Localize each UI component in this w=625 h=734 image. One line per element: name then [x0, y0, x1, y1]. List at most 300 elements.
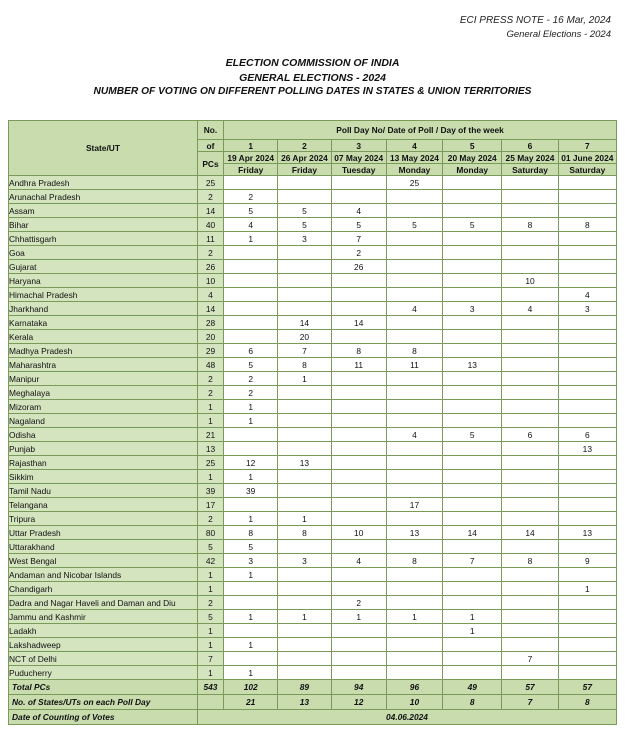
- total-phase-3: 94: [331, 680, 386, 695]
- pcs-count: 11: [197, 232, 223, 246]
- state-name: Mizoram: [9, 400, 198, 414]
- state-name: Madhya Pradesh: [9, 344, 198, 358]
- phase-3-seats: 26: [331, 260, 386, 274]
- counting-date: 04.06.2024: [197, 710, 616, 725]
- phase-7-seats: [558, 372, 616, 386]
- phase-6-seats: 10: [502, 274, 558, 288]
- pcs-count: 2: [197, 372, 223, 386]
- phase-5-seats: [443, 638, 502, 652]
- phase-7-seats: 8: [558, 218, 616, 232]
- counting-date-row: [9, 710, 617, 725]
- phase-3-seats: 5: [331, 218, 386, 232]
- phase-1-seats: [224, 176, 278, 190]
- table-row: [9, 526, 617, 540]
- state-name: Haryana: [9, 274, 198, 288]
- phase-5-seats: [443, 498, 502, 512]
- phase-2-seats: [278, 596, 331, 610]
- phase-6-seats: [502, 596, 558, 610]
- phase-1-number: 1: [224, 140, 278, 152]
- phase-5-date: 20 May 2024: [443, 152, 502, 164]
- pcs-count: 1: [197, 568, 223, 582]
- table-row: [9, 344, 617, 358]
- phase-4-seats: [386, 386, 442, 400]
- state-name: Karnataka: [9, 316, 198, 330]
- phase-5-seats: [443, 666, 502, 680]
- phase-3-seats: [331, 330, 386, 344]
- phase-2-date: 26 Apr 2024: [278, 152, 331, 164]
- pcs-count: 25: [197, 456, 223, 470]
- phase-5-seats: [443, 344, 502, 358]
- phase-6-seats: [502, 442, 558, 456]
- table-row: [9, 582, 617, 596]
- state-name: Maharashtra: [9, 358, 198, 372]
- phase-6-seats: [502, 316, 558, 330]
- state-name: Assam: [9, 204, 198, 218]
- phase-4-seats: [386, 582, 442, 596]
- phase-4-seats: [386, 638, 442, 652]
- table-row: [9, 330, 617, 344]
- states-phase-4: 10: [386, 695, 442, 710]
- phase-4-seats: [386, 288, 442, 302]
- header-poll-group: Poll Day No/ Date of Poll / Day of the week: [224, 121, 617, 140]
- phase-5-seats: [443, 288, 502, 302]
- phase-5-seats: [443, 568, 502, 582]
- phase-7-seats: [558, 666, 616, 680]
- table-row: [9, 176, 617, 190]
- phase-7-seats: [558, 344, 616, 358]
- pcs-count: 2: [197, 246, 223, 260]
- phase-2-seats: 3: [278, 554, 331, 568]
- phase-2-seats: 8: [278, 358, 331, 372]
- phase-1-seats: 2: [224, 190, 278, 204]
- phase-6-seats: [502, 666, 558, 680]
- pcs-count: 25: [197, 176, 223, 190]
- phase-5-seats: 14: [443, 526, 502, 540]
- phase-7-seats: 4: [558, 288, 616, 302]
- phase-6-seats: 6: [502, 428, 558, 442]
- pcs-count: 28: [197, 316, 223, 330]
- phase-4-seats: [386, 540, 442, 554]
- phase-4-seats: [386, 400, 442, 414]
- phase-1-seats: 12: [224, 456, 278, 470]
- total-pcs-value: 543: [197, 680, 223, 695]
- phase-7-seats: [558, 232, 616, 246]
- phase-1-seats: 1: [224, 512, 278, 526]
- phase-7-seats: [558, 456, 616, 470]
- table-row: [9, 610, 617, 624]
- phase-6-seats: [502, 414, 558, 428]
- phase-7-seats: [558, 470, 616, 484]
- phase-1-seats: 2: [224, 372, 278, 386]
- phase-3-seats: 8: [331, 344, 386, 358]
- phase-2-seats: [278, 498, 331, 512]
- phase-2-seats: [278, 260, 331, 274]
- pcs-count: 17: [197, 498, 223, 512]
- table-row: [9, 386, 617, 400]
- total-phase-5: 49: [443, 680, 502, 695]
- phase-6-seats: [502, 176, 558, 190]
- phase-1-seats: 39: [224, 484, 278, 498]
- phase-7-seats: [558, 596, 616, 610]
- phase-1-seats: [224, 428, 278, 442]
- phase-7-seats: [558, 316, 616, 330]
- pcs-count: 14: [197, 204, 223, 218]
- phase-7-seats: [558, 330, 616, 344]
- phase-3-seats: 1: [331, 610, 386, 624]
- states-count-label: No. of States/UTs on each Poll Day: [9, 695, 198, 710]
- phase-2-seats: 20: [278, 330, 331, 344]
- phase-4-date: 13 May 2024: [386, 152, 442, 164]
- pcs-count: 14: [197, 302, 223, 316]
- pcs-count: 5: [197, 540, 223, 554]
- phase-3-seats: [331, 666, 386, 680]
- phase-3-seats: [331, 442, 386, 456]
- phase-5-seats: [443, 470, 502, 484]
- state-name: Manipur: [9, 372, 198, 386]
- phase-1-seats: [224, 330, 278, 344]
- press-note-date: ECI PRESS NOTE - 16 Mar, 2024: [459, 15, 611, 26]
- phase-7-seats: [558, 386, 616, 400]
- pcs-count: 13: [197, 442, 223, 456]
- pcs-count: 2: [197, 386, 223, 400]
- state-name: Tamil Nadu: [9, 484, 198, 498]
- phase-2-seats: [278, 190, 331, 204]
- pcs-count: 42: [197, 554, 223, 568]
- phase-4-seats: 4: [386, 428, 442, 442]
- header-pcs-no: No.: [197, 121, 223, 140]
- phase-2-seats: [278, 386, 331, 400]
- phase-5-seats: 5: [443, 218, 502, 232]
- pcs-count: 40: [197, 218, 223, 232]
- phase-7-seats: [558, 414, 616, 428]
- table-row: [9, 218, 617, 232]
- phase-2-seats: [278, 470, 331, 484]
- phase-1-seats: 2: [224, 386, 278, 400]
- phase-7-seats: [558, 204, 616, 218]
- pcs-count: 29: [197, 344, 223, 358]
- phase-6-seats: [502, 190, 558, 204]
- phase-2-number: 2: [278, 140, 331, 152]
- state-name: Rajasthan: [9, 456, 198, 470]
- press-note-subtitle: General Elections - 2024: [506, 29, 611, 40]
- table-row: [9, 316, 617, 330]
- table-row: [9, 484, 617, 498]
- phase-6-seats: [502, 386, 558, 400]
- table-row: [9, 288, 617, 302]
- phase-4-seats: [386, 484, 442, 498]
- pcs-count: 20: [197, 330, 223, 344]
- phase-4-seats: [386, 652, 442, 666]
- phase-4-seats: [386, 246, 442, 260]
- pcs-count: 5: [197, 610, 223, 624]
- state-name: Andhra Pradesh: [9, 176, 198, 190]
- phase-5-seats: 13: [443, 358, 502, 372]
- phase-7-seats: [558, 400, 616, 414]
- phase-3-seats: 14: [331, 316, 386, 330]
- state-name: Sikkim: [9, 470, 198, 484]
- table-row: [9, 666, 617, 680]
- state-name: Nagaland: [9, 414, 198, 428]
- phase-6-seats: [502, 232, 558, 246]
- pcs-count: 4: [197, 288, 223, 302]
- phase-7-seats: 1: [558, 582, 616, 596]
- phase-5-seats: [443, 596, 502, 610]
- phase-7-seats: [558, 652, 616, 666]
- phase-3-seats: [331, 274, 386, 288]
- phase-7-seats: 6: [558, 428, 616, 442]
- phase-4-seats: [386, 232, 442, 246]
- phase-3-seats: [331, 470, 386, 484]
- phase-6-seats: [502, 582, 558, 596]
- phase-3-date: 07 May 2024: [331, 152, 386, 164]
- phase-3-seats: [331, 638, 386, 652]
- polling-schedule-table: [8, 120, 617, 725]
- phase-7-seats: 13: [558, 526, 616, 540]
- phase-5-seats: [443, 414, 502, 428]
- phase-4-seats: [386, 414, 442, 428]
- phase-3-seats: [331, 540, 386, 554]
- pcs-count: 80: [197, 526, 223, 540]
- state-name: Puducherry: [9, 666, 198, 680]
- phase-4-number: 4: [386, 140, 442, 152]
- state-name: Gujarat: [9, 260, 198, 274]
- phase-5-seats: [443, 540, 502, 554]
- state-name: West Bengal: [9, 554, 198, 568]
- phase-3-seats: [331, 512, 386, 526]
- title-line-3: NUMBER OF VOTING ON DIFFERENT POLLING DATES IN STATES & UNION TERRITORIES: [93, 86, 532, 97]
- phase-7-seats: [558, 540, 616, 554]
- counting-label: Date of Counting of Votes: [9, 710, 198, 725]
- phase-3-seats: [331, 176, 386, 190]
- phase-4-seats: [386, 568, 442, 582]
- table-row: [9, 652, 617, 666]
- phase-2-seats: [278, 638, 331, 652]
- phase-7-seats: [558, 484, 616, 498]
- phase-5-seats: 7: [443, 554, 502, 568]
- phase-7-seats: [558, 498, 616, 512]
- phase-5-seats: [443, 372, 502, 386]
- state-name: Chhattisgarh: [9, 232, 198, 246]
- phase-5-seats: [443, 582, 502, 596]
- states-count-blank: [197, 695, 223, 710]
- phase-4-seats: [386, 624, 442, 638]
- phase-6-seats: [502, 400, 558, 414]
- pcs-count: 1: [197, 582, 223, 596]
- phase-7-seats: [558, 512, 616, 526]
- phase-6-seats: [502, 470, 558, 484]
- pcs-count: 1: [197, 470, 223, 484]
- pcs-count: 10: [197, 274, 223, 288]
- state-name: Jammu and Kashmir: [9, 610, 198, 624]
- phase-2-seats: [278, 414, 331, 428]
- state-name: Dadra and Nagar Haveli and Daman and Diu: [9, 596, 198, 610]
- phase-1-seats: 1: [224, 470, 278, 484]
- phase-4-seats: [386, 666, 442, 680]
- total-phase-6: 57: [502, 680, 558, 695]
- table-row: [9, 456, 617, 470]
- phase-2-seats: [278, 582, 331, 596]
- table-row: [9, 638, 617, 652]
- phase-2-seats: 5: [278, 204, 331, 218]
- phase-1-seats: 5: [224, 540, 278, 554]
- phase-2-seats: [278, 302, 331, 316]
- state-name: Uttar Pradesh: [9, 526, 198, 540]
- phase-3-seats: [331, 190, 386, 204]
- table-row: [9, 540, 617, 554]
- phase-3-seats: 4: [331, 554, 386, 568]
- phase-3-day: Tuesday: [331, 164, 386, 176]
- phase-5-seats: [443, 204, 502, 218]
- phase-1-seats: [224, 302, 278, 316]
- pcs-count: 1: [197, 666, 223, 680]
- state-name: Goa: [9, 246, 198, 260]
- state-name: Himachal Pradesh: [9, 288, 198, 302]
- phase-6-seats: [502, 288, 558, 302]
- phase-6-seats: [502, 638, 558, 652]
- phase-3-seats: [331, 288, 386, 302]
- phase-4-seats: [386, 442, 442, 456]
- phase-4-seats: 5: [386, 218, 442, 232]
- phase-1-seats: 1: [224, 400, 278, 414]
- phase-2-seats: 14: [278, 316, 331, 330]
- phase-5-seats: [443, 456, 502, 470]
- phase-7-seats: [558, 624, 616, 638]
- header-pcs-of: of: [197, 140, 223, 152]
- phase-5-seats: 3: [443, 302, 502, 316]
- phase-5-seats: [443, 274, 502, 288]
- pcs-count: 48: [197, 358, 223, 372]
- phase-7-seats: [558, 274, 616, 288]
- phase-5-day: Monday: [443, 164, 502, 176]
- phase-7-seats: [558, 568, 616, 582]
- phase-5-seats: 1: [443, 610, 502, 624]
- phase-4-seats: 1: [386, 610, 442, 624]
- pcs-count: 1: [197, 414, 223, 428]
- phase-7-number: 7: [558, 140, 616, 152]
- table-row: [9, 428, 617, 442]
- phase-1-seats: [224, 596, 278, 610]
- phase-1-seats: 1: [224, 414, 278, 428]
- phase-1-seats: [224, 260, 278, 274]
- pcs-count: 1: [197, 400, 223, 414]
- phase-3-seats: 7: [331, 232, 386, 246]
- phase-1-seats: 1: [224, 638, 278, 652]
- phase-4-seats: [386, 470, 442, 484]
- table-row: [9, 274, 617, 288]
- pcs-count: 2: [197, 512, 223, 526]
- state-name: Tripura: [9, 512, 198, 526]
- phase-1-seats: 1: [224, 610, 278, 624]
- phase-6-seats: [502, 498, 558, 512]
- phase-5-seats: [443, 260, 502, 274]
- phase-1-seats: 6: [224, 344, 278, 358]
- phase-6-seats: 14: [502, 526, 558, 540]
- state-name: Odisha: [9, 428, 198, 442]
- phase-4-seats: 8: [386, 344, 442, 358]
- phase-5-seats: [443, 246, 502, 260]
- table-row: [9, 442, 617, 456]
- phase-6-seats: [502, 512, 558, 526]
- phase-3-seats: [331, 652, 386, 666]
- phase-1-seats: 1: [224, 568, 278, 582]
- phase-7-seats: [558, 246, 616, 260]
- phase-6-seats: 8: [502, 218, 558, 232]
- phase-2-seats: [278, 624, 331, 638]
- phase-2-seats: 7: [278, 344, 331, 358]
- phase-6-seats: [502, 204, 558, 218]
- state-name: Kerala: [9, 330, 198, 344]
- phase-4-seats: 25: [386, 176, 442, 190]
- phase-2-seats: [278, 274, 331, 288]
- phase-1-date: 19 Apr 2024: [224, 152, 278, 164]
- phase-3-seats: 2: [331, 596, 386, 610]
- title-line-2: GENERAL ELECTIONS - 2024: [239, 71, 386, 84]
- phase-5-seats: [443, 442, 502, 456]
- pcs-count: 1: [197, 624, 223, 638]
- phase-1-seats: 1: [224, 666, 278, 680]
- phase-5-seats: [443, 232, 502, 246]
- phase-1-day: Friday: [224, 164, 278, 176]
- table-row: [9, 624, 617, 638]
- phase-3-seats: [331, 484, 386, 498]
- phase-4-seats: [386, 330, 442, 344]
- phase-5-seats: [443, 330, 502, 344]
- phase-6-seats: [502, 540, 558, 554]
- phase-5-seats: [443, 176, 502, 190]
- phase-6-seats: [502, 484, 558, 498]
- states-count-row: [9, 695, 617, 710]
- phase-4-seats: 4: [386, 302, 442, 316]
- pcs-count: 2: [197, 190, 223, 204]
- phase-3-seats: 11: [331, 358, 386, 372]
- phase-7-seats: [558, 176, 616, 190]
- phase-6-seats: [502, 624, 558, 638]
- phase-3-seats: [331, 582, 386, 596]
- phase-2-seats: 1: [278, 512, 331, 526]
- phase-6-seats: 8: [502, 554, 558, 568]
- phase-1-seats: [224, 246, 278, 260]
- table-row: [9, 470, 617, 484]
- total-phase-7: 57: [558, 680, 616, 695]
- phase-2-seats: 13: [278, 456, 331, 470]
- phase-7-date: 01 June 2024: [558, 152, 616, 164]
- phase-6-seats: [502, 372, 558, 386]
- phase-3-seats: 2: [331, 246, 386, 260]
- phase-5-seats: 1: [443, 624, 502, 638]
- phase-1-seats: 1: [224, 232, 278, 246]
- phase-1-seats: [224, 652, 278, 666]
- title-line-1: ELECTION COMMISSION OF INDIA: [225, 57, 400, 69]
- pcs-count: 1: [197, 638, 223, 652]
- phase-6-seats: 4: [502, 302, 558, 316]
- table-row: [9, 204, 617, 218]
- total-pcs-row: [9, 680, 617, 695]
- phase-3-seats: [331, 428, 386, 442]
- phase-1-seats: 3: [224, 554, 278, 568]
- phase-1-seats: [224, 498, 278, 512]
- phase-5-seats: 5: [443, 428, 502, 442]
- phase-3-number: 3: [331, 140, 386, 152]
- phase-7-seats: [558, 610, 616, 624]
- phase-1-seats: [224, 442, 278, 456]
- phase-2-seats: [278, 540, 331, 554]
- pcs-count: 7: [197, 652, 223, 666]
- state-name: Uttarakhand: [9, 540, 198, 554]
- phase-7-seats: 3: [558, 302, 616, 316]
- phase-7-seats: 13: [558, 442, 616, 456]
- table-row: [9, 596, 617, 610]
- total-phase-4: 96: [386, 680, 442, 695]
